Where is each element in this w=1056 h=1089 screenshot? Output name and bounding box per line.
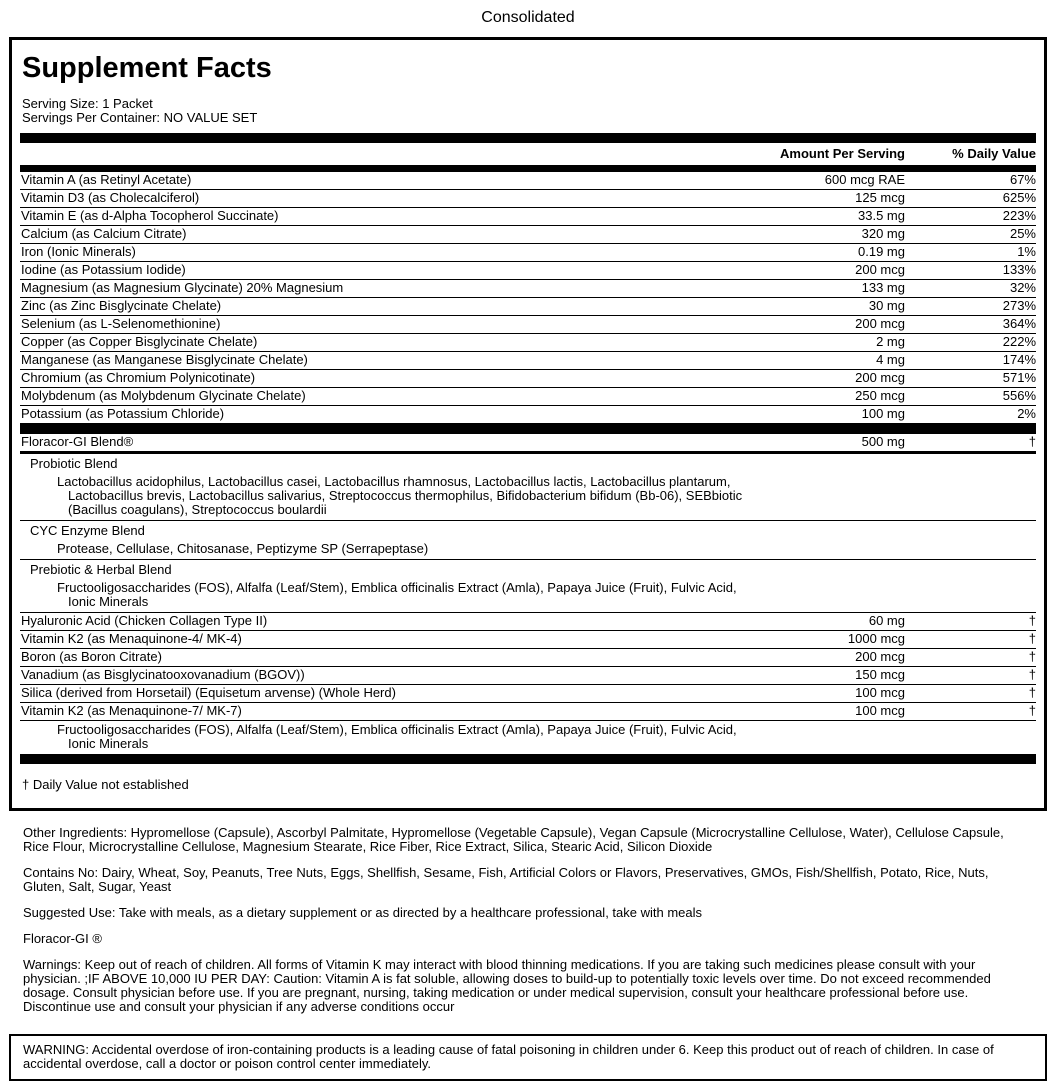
- nutrient-daily-value: 625%: [1002, 190, 1036, 205]
- nutrient-row: [20, 298, 1036, 316]
- separator-bar: [20, 165, 1036, 172]
- nutrient-daily-value: †: [1028, 631, 1036, 646]
- nutrient-name: Vitamin A (as Retinyl Acetate): [21, 172, 192, 187]
- nutrient-row: [20, 406, 1036, 424]
- nutrient-name: Manganese (as Manganese Bisglycinate Chelate): [21, 352, 308, 367]
- nutrient-daily-value: †: [1028, 434, 1036, 449]
- nutrient-name: Iodine (as Potassium Iodide): [21, 262, 186, 277]
- nutrient-daily-value: 1%: [1017, 244, 1036, 259]
- supplement-facts-panel: [9, 37, 1047, 811]
- blend-ingredients-text: Lactobacillus acidophilus, Lactobacillus casei, Lactobacillus rhamnosus, Lactobacillus lactis, Lactobacillus plantarum, Lactobacillus brevis, Lactobacillus salivarius, Streptococcus thermophilus, Bifidobacterium bifidum (Bb-06), SEBbiotic (Bacillus coagulans), Streptococcus boulardii: [57, 474, 743, 517]
- nutrient-row: [20, 334, 1036, 352]
- facts-rows: [20, 172, 1036, 764]
- nutrient-daily-value: 25%: [1009, 226, 1036, 241]
- serving-size: Serving Size: 1 Packet: [22, 96, 153, 111]
- page-title: Consolidated: [481, 9, 575, 26]
- nutrient-amount: 250 mcg: [855, 388, 905, 403]
- nutrient-amount: 320 mg: [861, 226, 905, 241]
- nutrient-amount: 100 mcg: [855, 685, 905, 700]
- nutrient-name: Selenium (as L-Selenomethionine): [21, 316, 221, 331]
- nutrient-name: Hyaluronic Acid (Chicken Collagen Type II): [21, 613, 268, 628]
- nutrient-amount: 133 mg: [861, 280, 905, 295]
- separator-bar: [20, 133, 1036, 143]
- nutrient-row: [20, 226, 1036, 244]
- nutrient-name: Calcium (as Calcium Citrate): [21, 226, 187, 241]
- nutrient-daily-value: 571%: [1002, 370, 1036, 385]
- separator-bar: [20, 754, 1036, 764]
- blend-ingredients-text: Protease, Cellulase, Chitosanase, Peptizyme SP (Serrapeptase): [57, 541, 429, 556]
- nutrient-name: Iron (Ionic Minerals): [21, 244, 136, 259]
- nutrient-row: [20, 280, 1036, 298]
- nutrient-amount: 100 mg: [861, 406, 905, 421]
- facts-heading: Supplement Facts: [22, 52, 272, 84]
- nutrient-amount: 0.19 mg: [858, 244, 905, 259]
- separator-bar: [20, 424, 1036, 434]
- nutrient-amount: 100 mcg: [855, 703, 905, 718]
- nutrient-daily-value: 32%: [1009, 280, 1036, 295]
- nutrient-row: [20, 685, 1036, 703]
- nutrient-daily-value: †: [1028, 703, 1036, 718]
- nutrient-name: Copper (as Copper Bisglycinate Chelate): [21, 334, 258, 349]
- column-header-daily-value: % Daily Value: [952, 146, 1036, 161]
- nutrient-row: [20, 649, 1036, 667]
- nutrient-name: Vitamin K2 (as Menaquinone-7/ MK-7): [21, 703, 242, 718]
- blend-ingredients-text: Fructooligosaccharides (FOS), Alfalfa (Leaf/Stem), Emblica officinalis Extract (Amla), Papaya Juice (Fruit), Fulvic Acid, Ionic Minerals: [57, 722, 737, 751]
- nutrient-daily-value: 273%: [1002, 298, 1036, 313]
- nutrient-amount: 30 mg: [868, 298, 905, 313]
- nutrient-name: Molybdenum (as Molybdenum Glycinate Chelate): [21, 388, 306, 403]
- nutrient-row: [20, 316, 1036, 334]
- nutrient-row: [20, 352, 1036, 370]
- nutrient-row: [20, 631, 1036, 649]
- nutrient-row: [20, 703, 1036, 721]
- nutrient-row: [20, 434, 1036, 454]
- nutrient-daily-value: 67%: [1009, 172, 1036, 187]
- footer-text: [9, 811, 1047, 1014]
- nutrient-daily-value: 2%: [1017, 406, 1036, 421]
- table-header-row: [20, 143, 1036, 165]
- nutrient-name: Zinc (as Zinc Bisglycinate Chelate): [21, 298, 222, 313]
- nutrient-amount: 150 mcg: [855, 667, 905, 682]
- suggested-use: Suggested Use: Take with meals, as a dietary supplement or as directed by a healthcare professional, take with meals: [23, 905, 703, 920]
- column-header-amount: Amount Per Serving: [780, 146, 905, 161]
- nutrient-daily-value: 223%: [1002, 208, 1036, 223]
- nutrient-amount: 1000 mcg: [847, 631, 905, 646]
- nutrient-amount: 500 mg: [861, 434, 905, 449]
- nutrient-name: Chromium (as Chromium Polynicotinate): [21, 370, 256, 385]
- nutrient-name: Vitamin K2 (as Menaquinone-4/ MK-4): [21, 631, 242, 646]
- daily-value-footnote: † Daily Value not established: [22, 777, 189, 792]
- nutrient-daily-value: 133%: [1002, 262, 1036, 277]
- nutrient-daily-value: 556%: [1002, 388, 1036, 403]
- nutrient-daily-value: †: [1028, 649, 1036, 664]
- nutrient-name: Boron (as Boron Citrate): [21, 649, 162, 664]
- nutrient-amount: 200 mcg: [855, 316, 905, 331]
- nutrient-name: Vitamin D3 (as Cholecalciferol): [21, 190, 200, 205]
- nutrient-amount: 33.5 mg: [858, 208, 905, 223]
- nutrient-row: [20, 172, 1036, 190]
- nutrient-row: [20, 388, 1036, 406]
- blend-ingredients-row: [20, 579, 1036, 613]
- nutrient-name: Silica (derived from Horsetail) (Equisetum arvense) (Whole Herd): [21, 685, 396, 700]
- servings-per-container: Servings Per Container: NO VALUE SET: [22, 110, 258, 125]
- nutrient-daily-value: †: [1028, 667, 1036, 682]
- nutrient-name: Vitamin E (as d-Alpha Tocopherol Succinate): [21, 208, 279, 223]
- nutrient-row: [20, 208, 1036, 226]
- brand-name: Floracor-GI ®: [23, 931, 102, 946]
- blend-name-row: Prebiotic & Herbal Blend: [30, 562, 172, 577]
- nutrient-daily-value: †: [1028, 685, 1036, 700]
- nutrient-daily-value: 174%: [1002, 352, 1036, 367]
- nutrient-amount: 200 mcg: [855, 649, 905, 664]
- iron-warning-box: [9, 1034, 1047, 1081]
- nutrient-name: Magnesium (as Magnesium Glycinate) 20% Magnesium: [21, 280, 344, 295]
- nutrient-name: Potassium (as Potassium Chloride): [21, 406, 225, 421]
- nutrient-name: Floracor-GI Blend®: [21, 434, 134, 449]
- iron-warning-text: WARNING: Accidental overdose of iron-containing products is a leading cause of fatal poisoning in children under 6. Keep this product out of reach of children. In case of accidental overdose, call a doctor or poison control center immediately.: [23, 1042, 994, 1071]
- nutrient-daily-value: 364%: [1002, 316, 1036, 331]
- other-ingredients: Other Ingredients: Hypromellose (Capsule), Ascorbyl Palmitate, Hypromellose (Vegetable Capsule), Vegan Capsule (Microcrystalline Cellulose, Water), Cellulose Capsule, Rice Flour, Microcrystalline Cellulose, Magnesium Stearate, Rice Fiber, Rice Extract, Silica, Stearic Acid, Silicon Dioxide: [23, 825, 1004, 854]
- nutrient-amount: 60 mg: [868, 613, 905, 628]
- blend-ingredients-row: [20, 473, 1036, 521]
- nutrient-row: [20, 370, 1036, 388]
- blend-name-row: Probiotic Blend: [30, 456, 118, 471]
- nutrient-row: [20, 190, 1036, 208]
- nutrient-daily-value: 222%: [1002, 334, 1036, 349]
- nutrient-row: [20, 244, 1036, 262]
- contains-no: Contains No: Dairy, Wheat, Soy, Peanuts, Tree Nuts, Eggs, Shellfish, Sesame, Fish, Artificial Colors or Flavors, Preservatives, GMOs, Fish/Shellfish, Potato, Rice, Nuts, Gluten, Salt, Sugar, Yeast: [23, 865, 989, 894]
- nutrient-amount: 4 mg: [876, 352, 905, 367]
- blend-ingredients-text: Fructooligosaccharides (FOS), Alfalfa (Leaf/Stem), Emblica officinalis Extract (Amla), Papaya Juice (Fruit), Fulvic Acid, Ionic Minerals: [57, 580, 737, 609]
- nutrient-amount: 125 mcg: [855, 190, 905, 205]
- warnings-paragraph: Warnings: Keep out of reach of children. All forms of Vitamin K may interact with blood thinning medications. If you are taking such medicines please consult with your physician. ;IF ABOVE 10,000 IU PER DAY: Caution: Vitamin A is fat soluble, allowing doses to build-up to potentially toxic levels over time. Do not exceed recommended dosage. Consult physician before use. If you are pregnant, nursing, taking medication or under medical supervision, consult your healthcare professional before use. Discontinue use and consult your physician if any adverse conditions occur: [23, 957, 991, 1014]
- blend-ingredients-row: [20, 721, 1036, 754]
- nutrient-row: [20, 667, 1036, 685]
- blend-ingredients-row: [20, 540, 1036, 560]
- nutrient-row: [20, 262, 1036, 280]
- nutrient-amount: 600 mcg RAE: [824, 172, 905, 187]
- nutrient-row: [20, 613, 1036, 631]
- nutrient-daily-value: †: [1028, 613, 1036, 628]
- nutrient-amount: 200 mcg: [855, 262, 905, 277]
- nutrient-amount: 200 mcg: [855, 370, 905, 385]
- nutrient-amount: 2 mg: [876, 334, 905, 349]
- blend-name-row: CYC Enzyme Blend: [30, 523, 145, 538]
- nutrient-name: Vanadium (as Bisglycinatooxovanadium (BGOV)): [21, 667, 305, 682]
